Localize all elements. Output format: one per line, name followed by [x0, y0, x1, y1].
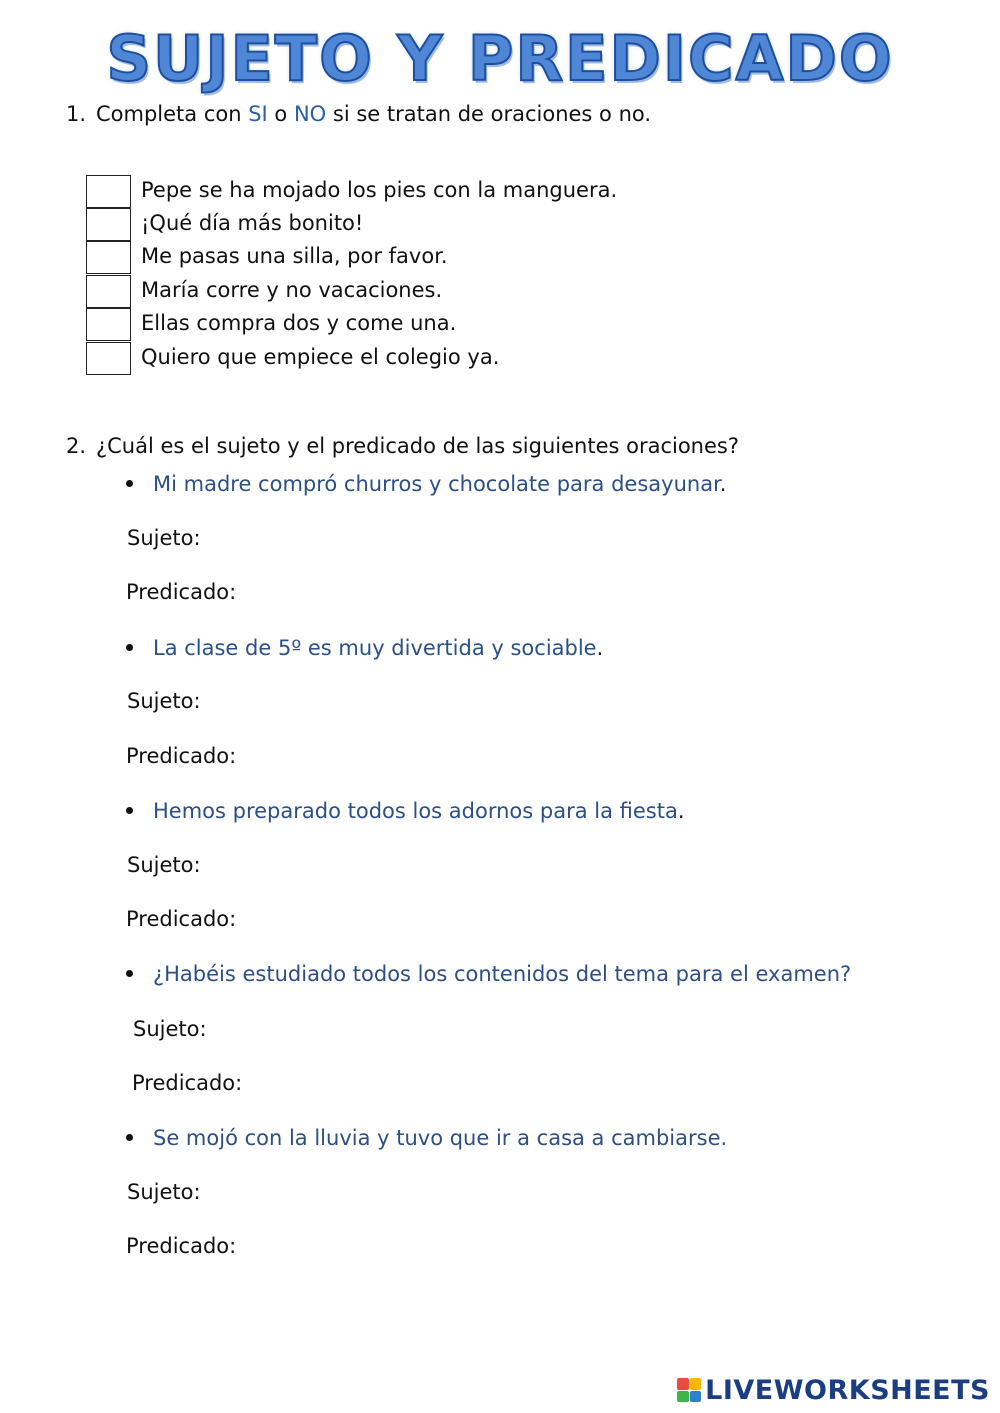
bullet-icon: [126, 480, 133, 487]
sentence-1: [126, 472, 726, 496]
liveworksheets-logo: [677, 1375, 990, 1405]
si-keyword: SI: [248, 102, 268, 126]
answer-box-3[interactable]: [86, 241, 131, 274]
predicate-label: Predicado:: [132, 1071, 243, 1095]
item-text: ¡Qué día más bonito!: [141, 211, 364, 235]
sentence-text: Se mojó con la lluvia y tuvo que ir a casa a cambiarse.: [153, 1126, 728, 1150]
instruction-text: ¿Cuál es el sujeto y el predicado de las siguientes oraciones?: [96, 434, 740, 458]
instruction-text: o: [267, 102, 294, 126]
bullet-icon: [126, 807, 133, 814]
item-text: Quiero que empiece el colegio ya.: [141, 345, 500, 369]
sentence-text: Hemos preparado todos los adornos para la fiesta: [153, 799, 678, 823]
answer-box-1[interactable]: [86, 175, 131, 208]
sentence-2: [126, 636, 603, 660]
exercise-2-instruction: [66, 434, 739, 458]
logo-text: LIVEWORKSHEETS: [705, 1374, 990, 1406]
predicate-answer-3[interactable]: [250, 905, 899, 936]
answer-box-4[interactable]: [86, 275, 131, 308]
sentence-5: [126, 1126, 727, 1150]
sentence-text: ¿Habéis estudiado todos los contenidos del tema para el examen?: [153, 962, 852, 986]
exercise-1-item: [86, 308, 646, 341]
exercise-1-item: [86, 208, 646, 241]
answer-box-5[interactable]: [86, 308, 131, 341]
instruction-text: Completa con: [96, 102, 249, 126]
subject-answer-5[interactable]: [215, 1178, 899, 1209]
exercise-1-item: [86, 241, 646, 274]
predicate-label: Predicado:: [126, 580, 237, 604]
sentence-period: .: [719, 472, 727, 496]
predicate-label: Predicado:: [126, 1234, 237, 1258]
subject-answer-3[interactable]: [215, 851, 899, 882]
predicate-answer-2[interactable]: [250, 742, 899, 773]
exercise-1-instruction: [66, 102, 651, 126]
bullet-icon: [126, 644, 133, 651]
exercise-1-item: [86, 175, 646, 208]
subject-label: Sujeto:: [133, 1017, 207, 1041]
subject-label: Sujeto:: [127, 689, 201, 713]
sentence-period: .: [596, 636, 604, 660]
worksheet-title: SUJETO Y PREDICADO: [106, 22, 894, 95]
predicate-answer-5[interactable]: [250, 1232, 899, 1263]
sentence-text: La clase de 5º es muy divertida y sociable: [153, 636, 597, 660]
predicate-label: Predicado:: [126, 907, 237, 931]
sentence-4: [126, 962, 851, 986]
exercise-1-item: [86, 342, 646, 375]
subject-answer-1[interactable]: [215, 524, 899, 555]
item-text: Ellas compra dos y come una.: [141, 311, 457, 335]
bullet-icon: [126, 1134, 133, 1141]
sentence-period: .: [677, 799, 685, 823]
bullet-icon: [126, 970, 133, 977]
answer-box-6[interactable]: [86, 342, 131, 375]
exercise-1-number: 1.: [66, 102, 87, 126]
item-text: María corre y no vacaciones.: [141, 278, 443, 302]
exercise-1-item: [86, 275, 646, 308]
no-keyword: NO: [293, 102, 327, 126]
subject-label: Sujeto:: [127, 1180, 201, 1204]
item-text: Me pasas una silla, por favor.: [141, 244, 448, 268]
exercise-2-number: 2.: [66, 434, 87, 458]
predicate-answer-1[interactable]: [250, 578, 899, 609]
predicate-answer-4[interactable]: [256, 1069, 899, 1100]
instruction-text: si se tratan de oraciones o no.: [326, 102, 652, 126]
subject-label: Sujeto:: [127, 526, 201, 550]
sentence-text: Mi madre compró churros y chocolate para desayunar: [153, 472, 720, 496]
liveworksheets-logo-icon: [677, 1378, 701, 1402]
sentence-3: [126, 799, 685, 823]
answer-box-2[interactable]: [86, 208, 131, 241]
subject-answer-4[interactable]: [222, 1015, 899, 1046]
subject-answer-2[interactable]: [215, 687, 899, 718]
subject-label: Sujeto:: [127, 853, 201, 877]
item-text: Pepe se ha mojado los pies con la manguera.: [141, 178, 618, 202]
predicate-label: Predicado:: [126, 744, 237, 768]
